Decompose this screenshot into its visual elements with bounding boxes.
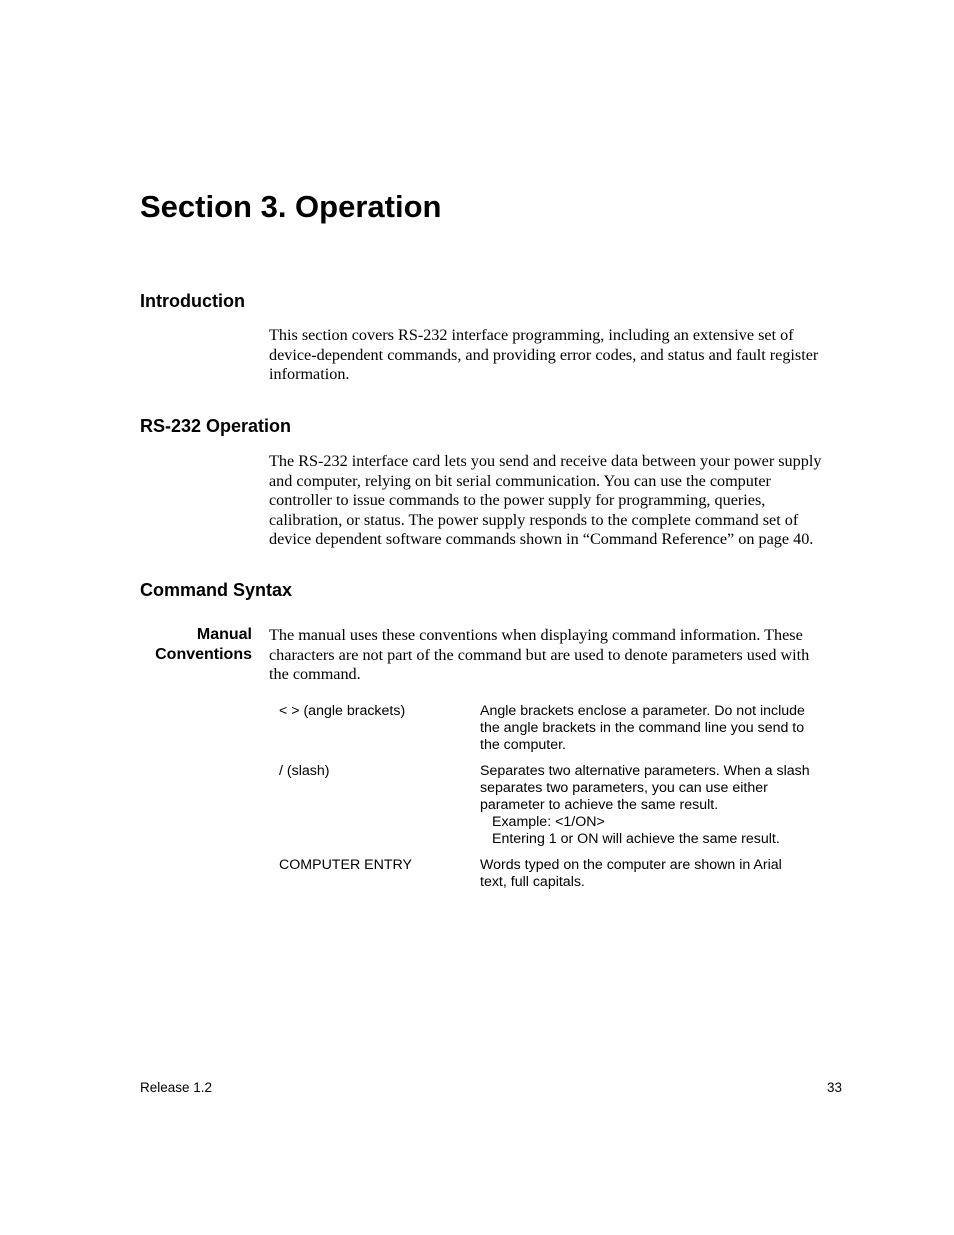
paragraph-line: information. — [269, 365, 350, 383]
convention-description — [480, 857, 830, 891]
convention-term: < > (angle brackets) — [279, 703, 406, 719]
paragraph-line: The manual uses these conventions when displaying command information. These — [269, 626, 803, 644]
paragraph-line: calibration, or status. The power supply responds to the complete command set of — [269, 510, 799, 529]
paragraph-line: device dependent software commands shown in “Command Reference” on page 40. — [269, 530, 814, 548]
side-heading-line: Manual — [196, 626, 252, 643]
convention-description — [480, 763, 830, 848]
convention-description — [480, 703, 830, 754]
example-line: Example: <1/ON> — [492, 814, 605, 830]
page-title: Section 3. Operation — [140, 189, 442, 224]
paragraph-line: controller to issue commands to the power supply for programming, queries, — [269, 491, 766, 509]
paragraph-line: characters are not part of the command but are used to denote parameters used with — [269, 645, 810, 664]
command-syntax-heading: Command Syntax — [140, 580, 293, 600]
paragraph-line: device-dependent commands, and providing error codes, and status and fault register — [269, 345, 819, 364]
convention-term: COMPUTER ENTRY — [279, 857, 412, 873]
description-line: separates two parameters, you can use either — [480, 780, 768, 796]
description-line: Separates two alternative parameters. When a slash — [480, 763, 810, 779]
side-heading-line: Conventions — [155, 646, 252, 663]
paragraph-line: and computer, relying on bit serial communication. You can use the computer — [269, 471, 771, 490]
footer-release: Release 1.2 — [140, 1080, 213, 1095]
introduction-heading: Introduction — [140, 291, 245, 311]
paragraph-line: This section covers RS-232 interface programming, including an extensive set of — [269, 326, 794, 344]
rs232-paragraph — [269, 452, 849, 550]
description-line: Angle brackets enclose a parameter. Do not include — [480, 703, 805, 719]
example-line: Entering 1 or ON will achieve the same result. — [492, 831, 780, 847]
rs232-heading: RS-232 Operation — [140, 416, 292, 436]
description-line: parameter to achieve the same result. — [480, 797, 719, 813]
paragraph-line: The RS-232 interface card lets you send and receive data between your power supply — [269, 452, 822, 470]
conventions-intro-paragraph — [269, 626, 849, 685]
description-line: the computer. — [480, 737, 566, 753]
convention-term: / (slash) — [279, 763, 330, 779]
description-line: Words typed on the computer are shown in Arial — [480, 857, 782, 873]
page-number: 33 — [826, 1080, 842, 1095]
description-line: the angle brackets in the command line you send to — [480, 720, 805, 736]
description-line: text, full capitals. — [480, 874, 585, 890]
paragraph-line: the command. — [269, 665, 361, 683]
introduction-paragraph — [269, 326, 849, 385]
manual-conventions-heading — [155, 625, 252, 665]
